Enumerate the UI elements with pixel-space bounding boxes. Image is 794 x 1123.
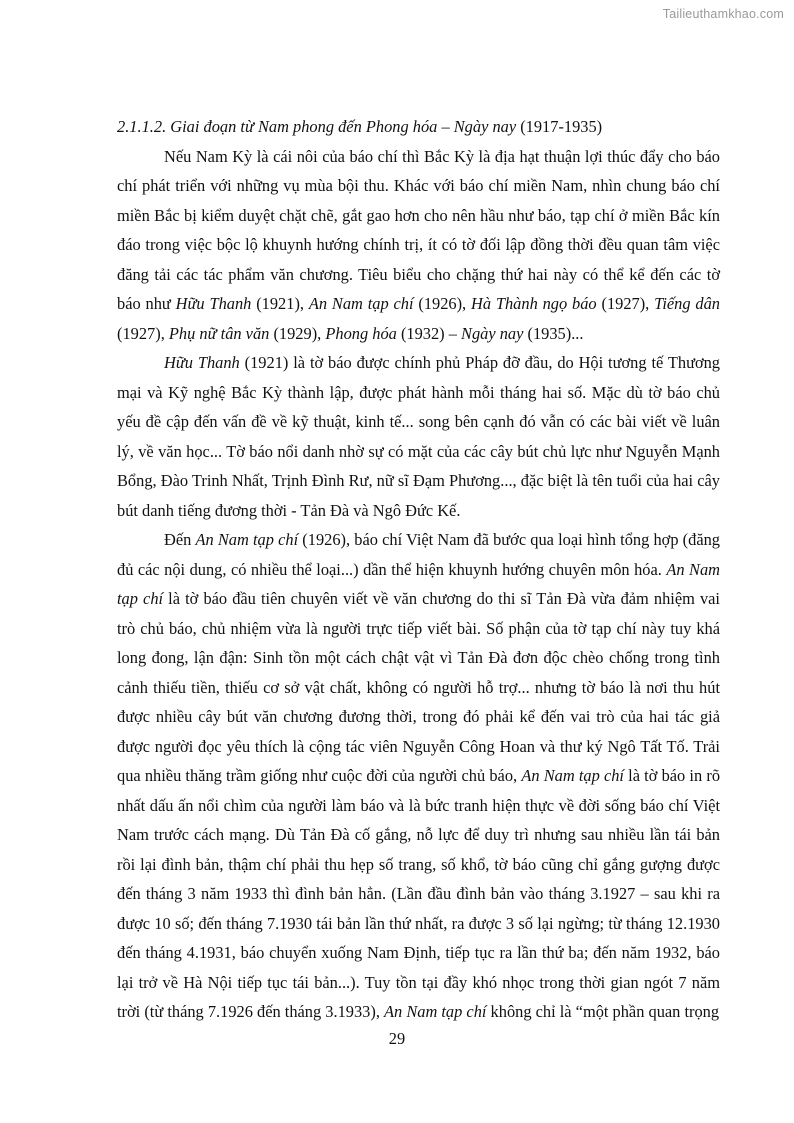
text-run: Đến [164, 530, 196, 549]
text-run: (1926), báo chí Việt Nam đã bước qua loại hình tổng hợp (đăng đủ các nội dung, có nhiều thể loại...) dần thể hiện khuynh hướng chuyên môn hóa. [117, 530, 721, 579]
italic-title-run: Phong hóa [325, 323, 397, 343]
italic-title-run: Tiếng dân [654, 294, 720, 313]
section-heading [117, 112, 720, 142]
paragraph-2 [117, 348, 720, 525]
text-run: là tờ báo in rõ nhất dấu ấn nổi chìm của người làm báo và là bức tranh hiện thực về đời sống báo chí Việt Nam trước cách mạng. Dù Tản Đà cố gắng, nỗ lực để duy trì nhưng sau nhiều lần tái bản rồi lại đình bản, thậm chí phải thu hẹp số trang, số khổ, tờ báo cũng chỉ gắng gượng được đến tháng 3 năm 1933 thì đình bản hẳn. (Lần đầu đình bản vào tháng 3.1927 – sau khi ra được 10 số; đến tháng 7.1930 tái bản lần thứ nhất, ra được 3 số lại ngừng; từ tháng 12.1930 đến tháng 4.1931, báo chuyển xuống Nam Định, tiếp tục ra lần thứ ba; đến năm 1932, báo lại trở về Hà Nội tiếp tục tái bản...). Tuy tồn tại đầy khó nhọc trong thời gian ngót 7 năm trời (từ tháng 7.1926 đến tháng 3.1933), [117, 766, 721, 1021]
page-number: 29 [388, 1029, 406, 1048]
text-run: (1927), [596, 294, 655, 313]
text-run: (1921) là tờ báo được chính phủ Pháp đỡ đầu, do Hội tương tế Thương mại và Kỹ nghệ Bắc Kỳ thành lập, được phát hành mỗi tháng hai số. Mặc dù tờ báo chủ yếu đề cập đến vấn đề về kỹ thuật, kinh tế... song bên cạnh đó vẫn có các bài viết về luân lý, về văn học... Tờ báo nổi danh nhờ sự có mặt của các cây bút chủ lực như Nguyễn Mạnh Bổng, Đào Trinh Nhất, Trịnh Đình Rư, nữ sĩ Đạm Phương..., đặc biệt là tên tuổi của hai cây bút danh tiếng đương thời - Tản Đà và Ngô Đức Kế. [117, 353, 721, 520]
italic-title-run: An Nam tạp chí [384, 1002, 487, 1021]
section-heading-title: 2.1.1.2. Giai đoạn từ Nam phong đến Phong hóa – Ngày nay [117, 117, 517, 136]
text-run: (1932) – [396, 323, 462, 343]
text-run: (1921), [251, 294, 309, 313]
italic-title-run: An Nam tạp chí [308, 294, 414, 313]
section-heading-years: (1917-1935) [516, 117, 603, 136]
watermark: Tailieuthamkhao.com [662, 7, 784, 21]
italic-title-run: Phụ nữ tân văn [168, 323, 270, 343]
text-run: (1926), [413, 294, 471, 313]
text-run: là tờ báo đầu tiên chuyên viết về văn chương do thi sĩ Tản Đà vừa đảm nhiệm vai trò chủ báo, chủ nhiệm vừa là người trực tiếp viết bài. Số phận của tờ tạp chí này tuy khá long đong, lận đận: Sinh tồn một cách chật vật vì Tản Đà đơn độc chèo chống trong tình cảnh thiếu tiền, thiếu cơ sở vật chất, không có người hỗ trợ... nhưng tờ báo là nơi thu hút được nhiều cây bút văn chương đương thời, trong đó phải kể đến vai trò của hai tác giả được người đọc yêu thích là cộng tác viên Nguyễn Công Hoan và thư ký Ngô Tất Tố. Trải qua nhiều thăng trầm giống như cuộc đời của người chủ báo, [117, 589, 720, 785]
text-run: Nếu Nam Kỳ là cái nôi của báo chí thì Bắc Kỳ là địa hạt thuận lợi thúc đẩy cho báo chí phát triển với những vụ mùa bội thu. Khác với báo chí miền Nam, nhìn chung báo chí miền Bắc bị kiểm duyệt chặt chẽ, gắt gao hơn cho nên hầu như báo, tạp chí ở miền Bắc kín đáo trong việc bộc lộ khuynh hướng chính trị, ít có tờ đối lập đồng thời đều quan tâm việc đăng tải các tác phẩm văn chương. Tiêu biểu cho chặng thứ hai này có thể kể đến các tờ báo như [117, 146, 720, 313]
italic-title-run: An Nam tạp chí [195, 530, 299, 549]
italic-title-run: Hữu Thanh [164, 353, 240, 372]
text-run: (1935)... [523, 323, 584, 343]
italic-title-run: Hữu Thanh [175, 294, 252, 313]
paragraph-3 [117, 525, 720, 1027]
text-run: (1927), [117, 323, 169, 343]
italic-title-run: Ngày nay [461, 323, 524, 343]
italic-title-run: Hà Thành ngọ báo [471, 294, 597, 313]
italic-title-run: An Nam tạp chí [117, 559, 720, 608]
document-body [117, 112, 720, 1027]
paragraph-1 [117, 142, 720, 349]
italic-title-run: An Nam tạp chí [521, 766, 624, 785]
text-run: (1929), [269, 323, 326, 343]
text-run: không chỉ là “một phần quan trọng [486, 1002, 720, 1021]
